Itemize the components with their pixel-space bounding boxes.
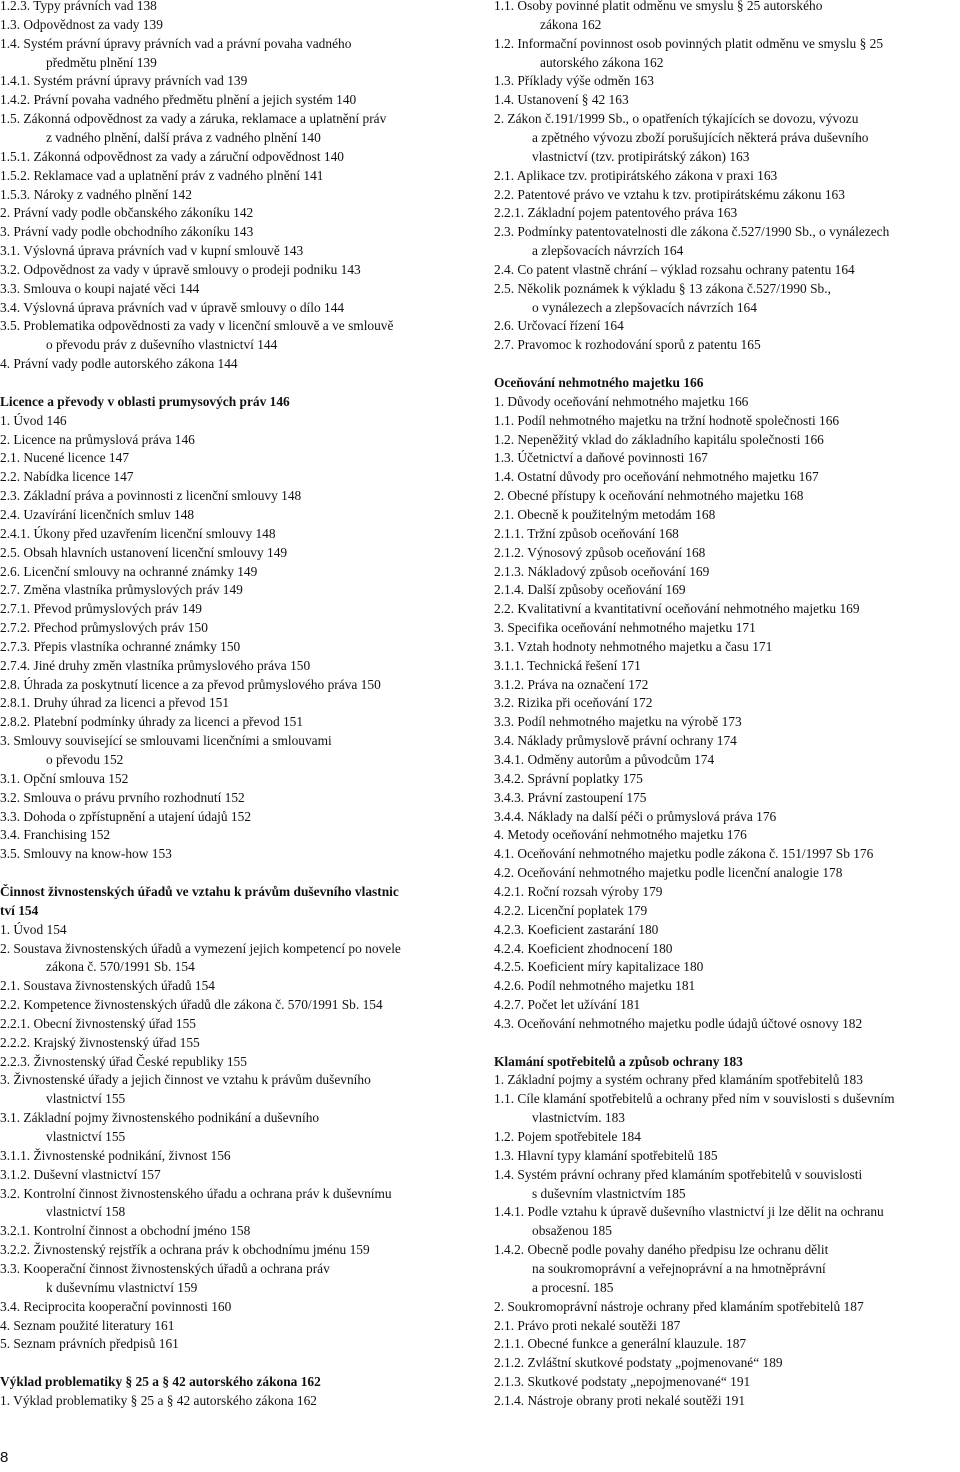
toc-entry: autorského zákona 162 <box>540 54 664 70</box>
toc-entry: 1.4.2. Obecně podle povahy daného předpisu lze ochranu dělit <box>494 1242 829 1258</box>
toc-entry: vlastnictví 158 <box>46 1204 126 1220</box>
toc-entry: 5. Seznam právních předpisů 161 <box>0 1336 179 1352</box>
toc-entry: a zpětného vývozu zboží porušujících některá práva duševního <box>532 129 869 145</box>
toc-entry: 2.2. Patentové právo ve vztahu k tzv. protipirátskému zákonu 163 <box>494 186 845 202</box>
toc-entry: o převodu práv z duševního vlastnictví 144 <box>46 337 278 353</box>
toc-entry: 4.2.1. Roční rozsah výroby 179 <box>494 883 663 899</box>
toc-entry: 3.1.1. Živnostenské podnikání, živnost 156 <box>0 1147 231 1163</box>
toc-section-heading: Oceňování nehmotného majetku 166 <box>494 375 704 390</box>
toc-entry: 4.2. Oceňování nehmotného majetku podle licenční analogie 178 <box>494 865 843 881</box>
toc-entry: 2.1. Nucené licence 147 <box>0 450 130 466</box>
toc-section-heading: tví 154 <box>0 902 39 918</box>
toc-entry: 3.1.2. Práva na označení 172 <box>494 676 649 692</box>
toc-entry: 2.7.1. Převod průmyslových práv 149 <box>0 601 202 617</box>
toc-entry: 3.4.2. Správní poplatky 175 <box>494 770 643 786</box>
toc-entry: 2.7. Změna vlastníka průmyslových práv 149 <box>0 582 243 598</box>
toc-entry: 2.1. Aplikace tzv. protipirátského zákona v praxi 163 <box>494 167 778 183</box>
toc-section-heading: Výklad problematiky § 25 a § 42 autorského zákona 162 <box>0 1374 321 1390</box>
toc-entry: 2.4. Uzavírání licenčních smluv 148 <box>0 506 195 522</box>
toc-entry: 1.5.2. Reklamace vad a uplatnění práv z vadného plnění 141 <box>0 167 324 183</box>
toc-entry: 2.1. Právo proti nekalé soutěži 187 <box>494 1317 681 1333</box>
toc-entry: 2. Soustava živnostenských úřadů a vymezení jejich kompetencí po novele <box>0 940 401 956</box>
toc-entry: 4. Právní vady podle autorského zákona 144 <box>0 356 238 372</box>
toc-entry: 3.4.3. Právní zastoupení 175 <box>494 789 647 805</box>
toc-entry: 2.1.2. Zvláštní skutkové podstaty „pojmenované“ 189 <box>494 1355 783 1371</box>
toc-entry: 3.4. Náklady průmyslově právní ochrany 174 <box>494 733 737 749</box>
toc-entry: vlastnictví 155 <box>46 1129 126 1144</box>
toc-entry: 1.2. Informační povinnost osob povinných platit odměnu ve smyslu § 25 <box>494 35 884 51</box>
toc-entry: 1. Důvody oceňování nehmotného majetku 166 <box>494 393 749 409</box>
toc-entry: 2.2.1. Základní pojem patentového práva 163 <box>494 205 738 221</box>
toc-entry: 2.8.1. Druhy úhrad za licenci a převod 151 <box>0 695 230 711</box>
toc-entry: 4.3. Oceňování nehmotného majetku podle údajů účtové osnovy 182 <box>494 1015 863 1031</box>
toc-entry: 2.2. Nabídka licence 147 <box>0 469 134 485</box>
toc-entry: 3.5. Problematika odpovědnosti za vady v licenční smlouvě a ve smlouvě <box>0 318 394 334</box>
toc-entry: 2.6. Určovací řízení 164 <box>494 318 624 334</box>
toc-entry: 2.5. Několik poznámek k výkladu § 13 zákona č.527/1990 Sb., <box>494 280 831 296</box>
toc-entry: 2. Soukromoprávní nástroje ochrany před klamáním spotřebitelů 187 <box>494 1298 864 1314</box>
toc-entry: 2.1.3. Nákladový způsob oceňování 169 <box>494 563 710 579</box>
toc-entry: 1.1. Cíle klamání spotřebitelů a ochrany před ním v souvislosti s duševním <box>494 1091 895 1107</box>
toc-entry: 3. Právní vady podle obchodního zákoníku 143 <box>0 224 254 240</box>
toc-entry: 4.2.7. Počet let užívání 181 <box>494 997 641 1013</box>
toc-entry: 2.1.2. Výnosový způsob oceňování 168 <box>494 544 706 560</box>
toc-entry: vlastnictví (tzv. protipirátský zákon) 163 <box>532 148 750 164</box>
toc-entry: 4.2.3. Koeficient zastarání 180 <box>494 921 659 937</box>
toc-entry: 4.2.5. Koeficient míry kapitalizace 180 <box>494 959 704 975</box>
toc-entry: 2.1. Soustava živnostenských úřadů 154 <box>0 978 215 994</box>
toc-entry: 1.3. Příklady výše odměn 163 <box>494 73 654 89</box>
toc-entry: z vadného plnění, další práva z vadného plnění 140 <box>46 129 321 145</box>
toc-entry: 3.3. Kooperační činnost živnostenských úřadů a ochrana práv <box>0 1260 330 1276</box>
toc-entry: 1.4. Ostatní důvody pro oceňování nehmotného majetku 167 <box>494 469 819 485</box>
toc-entry: zákona č. 570/1991 Sb. 154 <box>46 959 195 975</box>
toc-entry: na soukromoprávní a veřejnoprávní a na hmotněprávní <box>532 1260 826 1276</box>
toc-entry: 2.2. Kvalitativní a kvantitativní oceňování nehmotného majetku 169 <box>494 601 860 617</box>
toc-entry: 3.4.1. Odměny autorům a původcům 174 <box>494 752 715 767</box>
toc-entry: 2.2.2. Krajský živnostenský úřad 155 <box>0 1034 200 1050</box>
toc-section-heading: Licence a převody v oblasti prumysových práv 146 <box>0 393 290 409</box>
toc-entry: 3.2. Smlouva o právu prvního rozhodnutí 152 <box>0 789 245 805</box>
toc-entry: 1.4. Systém právní ochrany před klamáním spotřebitelů v souvislosti <box>494 1166 863 1182</box>
toc-entry: 3.2.2. Živnostenský rejstřík a ochrana práv k obchodnímu jménu 159 <box>0 1242 370 1258</box>
toc-entry: 2.1.3. Skutkové podstaty „nepojmenované“ 191 <box>494 1374 751 1390</box>
toc-entry: 1.2. Pojem spotřebitele 184 <box>494 1129 641 1144</box>
toc-entry: 1.4. Systém právní úpravy právních vad a právní povaha vadného <box>0 35 352 51</box>
toc-section-heading: Činnost živnostenských úřadů ve vztahu k právům duševního vlastnic <box>0 883 399 899</box>
toc-entry: 1. Výklad problematiky § 25 a § 42 autorského zákona 162 <box>0 1392 317 1408</box>
toc-entry: o převodu 152 <box>46 752 124 767</box>
toc-entry: 1.4.1. Systém právní úpravy právních vad 139 <box>0 73 248 89</box>
toc-entry: 2.8. Úhrada za poskytnutí licence a za převod průmyslového práva 150 <box>0 676 381 692</box>
toc-entry: 2.6. Licenční smlouvy na ochranné známky 149 <box>0 563 258 579</box>
toc-entry: a procesní. 185 <box>532 1279 614 1295</box>
page-number: 8 <box>0 1449 9 1466</box>
toc-entry: 3.2. Odpovědnost za vady v úpravě smlouvy o prodeji podniku 143 <box>0 261 361 277</box>
toc-entry: 2.7.3. Přepis vlastníka ochranné známky 150 <box>0 638 241 654</box>
toc-entry: 3.1. Základní pojmy živnostenského podnikání a duševního <box>0 1110 320 1126</box>
toc-entry: k duševnímu vlastnictví 159 <box>46 1279 198 1295</box>
toc-entry: 4.2.2. Licenční poplatek 179 <box>494 902 648 918</box>
toc-section-heading: Klamání spotřebitelů a způsob ochrany 183 <box>494 1053 743 1069</box>
toc-entry: 3.5. Smlouvy na know-how 153 <box>0 846 172 862</box>
toc-entry: 3.1.2. Duševní vlastnictví 157 <box>0 1166 161 1182</box>
toc-entry: 2.8.2. Platební podmínky úhrady za licenci a převod 151 <box>0 714 304 730</box>
toc-entry: 3.4. Reciprocita kooperační povinnosti 160 <box>0 1298 232 1314</box>
toc-entry: 4.2.6. Podíl nehmotného majetku 181 <box>494 978 696 994</box>
toc-entry: 2.7.2. Přechod průmyslových práv 150 <box>0 620 208 636</box>
toc-entry: 2.1.1. Tržní způsob oceňování 168 <box>494 525 679 541</box>
toc-entry: 3.1. Opční smlouva 152 <box>0 770 129 786</box>
toc-entry: 2. Právní vady podle občanského zákoníku 142 <box>0 205 254 221</box>
toc-entry: 2.2. Kompetence živnostenských úřadů dle zákona č. 570/1991 Sb. 154 <box>0 997 383 1013</box>
toc-entry: 3.3. Dohoda o zpřístupnění a utajení údajů 152 <box>0 808 252 824</box>
toc-entry: 3.2. Kontrolní činnost živnostenského úřadu a ochrana práv k duševnímu <box>0 1185 392 1201</box>
toc-entry: předmětu plnění 139 <box>46 54 157 70</box>
toc-entry: 3. Živnostenské úřady a jejich činnost ve vztahu k právům duševního <box>0 1072 371 1088</box>
toc-entry: 2. Licence na průmyslová práva 146 <box>0 431 195 447</box>
toc-entry: 2.1.4. Nástroje obrany proti nekalé soutěži 191 <box>494 1392 746 1408</box>
toc-entry: 2.3. Podmínky patentovatelnosti dle zákona č.527/1990 Sb., o vynálezech <box>494 224 890 240</box>
toc-entry: 3.1. Výslovná úprava právních vad v kupní smlouvě 143 <box>0 243 304 259</box>
toc-entry: 1.3. Účetnictví a daňové povinnosti 167 <box>494 450 708 466</box>
toc-entry: 1. Úvod 146 <box>0 412 67 428</box>
toc-entry: 3. Smlouvy související se smlouvami licenčními a smlouvami <box>0 733 332 749</box>
toc-entry: 2.7. Pravomoc k rozhodování sporů z patentu 165 <box>494 337 761 353</box>
toc-entry: 1.3. Odpovědnost za vady 139 <box>0 16 163 32</box>
toc-entry: vlastnictví 155 <box>46 1091 126 1107</box>
toc-entry: 3.1. Vztah hodnoty nehmotného majetku a času 171 <box>494 638 773 654</box>
toc-entry: 2. Zákon č.191/1999 Sb., o opatřeních týkajících se dovozu, vývozu <box>494 111 859 127</box>
toc-entry: 1.5.1. Zákonná odpovědnost za vady a záruční odpovědnost 140 <box>0 148 344 164</box>
toc-entry: 2.2.1. Obecní živnostenský úřad 155 <box>0 1015 196 1031</box>
toc-entry: 1. Základní pojmy a systém ochrany před klamáním spotřebitelů 183 <box>494 1072 863 1088</box>
toc-entry: 2.2.3. Živnostenský úřad České republiky 155 <box>0 1053 247 1069</box>
toc-entry: a zlepšovacích návrzích 164 <box>532 243 684 259</box>
toc-entry: 3.3. Smlouva o koupi najaté věci 144 <box>0 280 200 296</box>
toc-entry: 1.1. Podíl nehmotného majetku na tržní hodnotě společnosti 166 <box>494 412 840 428</box>
toc-entry: 3.4.4. Náklady na další péči o průmyslová práva 176 <box>494 808 777 824</box>
toc-entry: 1.4.2. Právní povaha vadného předmětu plnění a jejich systém 140 <box>0 92 357 108</box>
toc-entry: 2. Obecné přístupy k oceňování nehmotného majetku 168 <box>494 488 804 504</box>
toc-entry: 2.3. Základní práva a povinnosti z licenční smlouvy 148 <box>0 488 302 504</box>
toc-entry: 2.4.1. Úkony před uzavřením licenční smlouvy 148 <box>0 525 276 541</box>
toc-entry: 1.1. Osoby povinné platit odměnu ve smyslu § 25 autorského <box>494 0 823 13</box>
toc-entry: 1.4.1. Podle vztahu k úpravě duševního vlastnictví ji lze dělit na ochranu <box>494 1204 884 1220</box>
toc-entry: s duševním vlastnictvím 185 <box>532 1185 686 1201</box>
toc-entry: 4.1. Oceňování nehmotného majetku podle zákona č. 151/1997 Sb 176 <box>494 846 874 862</box>
toc-entry: 2.5. Obsah hlavních ustanovení licenční smlouvy 149 <box>0 544 288 560</box>
toc-entry: 2.1.4. Další způsoby oceňování 169 <box>494 582 686 598</box>
toc-entry: 4. Seznam použité literatury 161 <box>0 1317 175 1333</box>
toc-entry: 1.3. Hlavní typy klamání spotřebitelů 185 <box>494 1147 718 1163</box>
toc-entry: 2.7.4. Jiné druhy změn vlastníka průmyslového práva 150 <box>0 657 311 673</box>
toc-entry: 3.4. Výslovná úprava právních vad v úpravě smlouvy o dílo 144 <box>0 299 345 315</box>
toc-entry: 4.2.4. Koeficient zhodnocení 180 <box>494 940 673 956</box>
toc-entry: 1.5. Zákonná odpovědnost za vady a záruka, reklamace a uplatnění práv <box>0 111 387 127</box>
toc-entry: 3.4. Franchising 152 <box>0 827 111 843</box>
toc-entry: o vynálezech a zlepšovacích návrzích 164 <box>532 299 757 315</box>
toc-entry: zákona 162 <box>540 16 602 32</box>
toc-entry: vlastnictvím. 183 <box>532 1110 625 1126</box>
toc-entry: 1.2. Nepeněžitý vklad do základního kapitálu společnosti 166 <box>494 431 824 447</box>
toc-entry: 3.2.1. Kontrolní činnost a obchodní jméno 158 <box>0 1223 251 1239</box>
toc-entry: 1.5.3. Nároky z vadného plnění 142 <box>0 186 192 202</box>
toc-entry: 1.4. Ustanovení § 42 163 <box>494 92 629 108</box>
toc-entry: 1.2.3. Typy právních vad 138 <box>0 0 157 13</box>
toc-entry: 2.1. Obecně k použitelným metodám 168 <box>494 506 716 522</box>
toc-entry: obsaženou 185 <box>532 1223 612 1239</box>
toc-entry: 2.4. Co patent vlastně chrání – výklad rozsahu ochrany patentu 164 <box>494 261 855 277</box>
toc-entry: 3.2. Rizika při oceňování 172 <box>494 695 653 711</box>
toc-entry: 3.3. Podíl nehmotného majetku na výrobě 173 <box>494 714 742 730</box>
toc-entry: 3. Specifika oceňování nehmotného majetku 171 <box>494 620 756 636</box>
toc-entry: 2.1.1. Obecné funkce a generální klauzule. 187 <box>494 1336 747 1352</box>
toc-entry: 1. Úvod 154 <box>0 921 67 937</box>
toc-entry: 4. Metody oceňování nehmotného majetku 176 <box>494 827 747 843</box>
toc-entry: 3.1.1. Technická řešení 171 <box>494 657 641 673</box>
